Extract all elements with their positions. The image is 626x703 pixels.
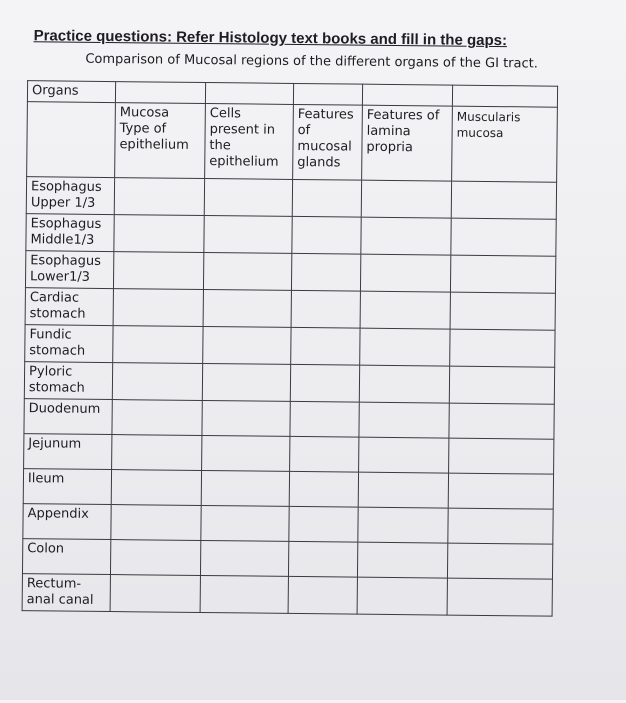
table-row	[24, 362, 554, 405]
answer-cell[interactable]	[449, 438, 554, 474]
answer-cell[interactable]	[292, 179, 361, 217]
table-row	[24, 399, 554, 440]
comparison-table	[22, 80, 559, 617]
answer-cell[interactable]	[110, 540, 200, 576]
answer-cell[interactable]	[203, 253, 291, 291]
answer-cell[interactable]	[357, 542, 447, 578]
organ-label: Fundic stomach	[25, 325, 113, 363]
answer-cell[interactable]	[201, 470, 289, 506]
answer-cell[interactable]	[359, 402, 449, 438]
table-row	[23, 504, 553, 545]
table-row	[25, 251, 555, 294]
organ-label: Esophagus Lower1/3	[25, 251, 113, 289]
organ-label: Duodenum	[24, 399, 112, 435]
answer-cell[interactable]	[200, 575, 288, 613]
answer-cell[interactable]	[201, 505, 289, 541]
worksheet-subtitle: Comparison of Mucosal regions of the different organs of the GI tract.	[85, 51, 538, 72]
organ-label: Esophagus Upper 1/3	[26, 177, 114, 215]
organ-label: Jejunum	[24, 434, 112, 470]
header-mucosa-epithelium: Mucosa Type of epithelium	[115, 103, 206, 179]
answer-cell[interactable]	[447, 543, 552, 579]
header-organ-blank	[27, 102, 116, 178]
answer-cell[interactable]	[450, 292, 555, 330]
answer-cell[interactable]	[290, 364, 359, 402]
answer-cell[interactable]	[114, 215, 204, 253]
table-row	[26, 177, 556, 220]
organ-label: Ileum	[23, 469, 111, 505]
header-cells-present: Cells present in the epithelium	[205, 104, 294, 180]
answer-cell[interactable]	[113, 289, 203, 327]
answer-cell[interactable]	[112, 435, 202, 471]
header-mucosal-glands: Features of mucosal glands	[293, 104, 363, 180]
answer-cell[interactable]	[450, 255, 555, 293]
header-lamina-propria: Features of lamina propria	[362, 105, 453, 181]
answer-cell[interactable]	[113, 252, 203, 290]
answer-cell[interactable]	[358, 507, 448, 543]
answer-cell[interactable]	[448, 508, 553, 544]
answer-cell[interactable]	[110, 575, 200, 613]
table-row	[23, 469, 553, 510]
table-row	[24, 434, 554, 475]
answer-cell[interactable]	[114, 178, 204, 216]
table-row	[22, 539, 552, 580]
table-row	[25, 325, 555, 368]
answer-cell[interactable]	[359, 365, 449, 403]
worksheet-title: Practice questions: Refer Histology text books and fill in the gaps:	[33, 27, 508, 50]
answer-cell[interactable]	[451, 218, 556, 256]
answer-cell[interactable]	[290, 401, 359, 437]
answer-cell[interactable]	[360, 291, 450, 329]
answer-cell[interactable]	[447, 578, 552, 616]
table-row	[26, 214, 556, 257]
answer-cell[interactable]	[111, 470, 201, 506]
answer-cell[interactable]	[361, 180, 451, 218]
answer-cell[interactable]	[112, 400, 202, 436]
answer-cell[interactable]	[291, 327, 360, 365]
table-row	[25, 288, 555, 331]
answer-cell[interactable]	[202, 364, 290, 402]
answer-cell[interactable]	[450, 329, 555, 367]
answer-cell[interactable]	[202, 400, 290, 436]
answer-cell[interactable]	[112, 363, 202, 401]
organs-corner-label: Organs	[27, 81, 115, 103]
answer-cell[interactable]	[292, 216, 361, 254]
answer-cell[interactable]	[111, 505, 201, 541]
answer-cell[interactable]	[449, 403, 554, 439]
table-row	[22, 574, 552, 617]
organ-label: Cardiac stomach	[25, 288, 113, 326]
answer-cell[interactable]	[202, 435, 290, 471]
answer-cell[interactable]	[288, 541, 357, 577]
answer-cell[interactable]	[451, 181, 556, 219]
answer-cell[interactable]	[288, 576, 357, 614]
answer-cell[interactable]	[291, 290, 360, 328]
answer-cell[interactable]	[448, 473, 553, 509]
organ-label: Esophagus Middle1/3	[26, 214, 114, 252]
answer-cell[interactable]	[113, 326, 203, 364]
answer-cell[interactable]	[360, 328, 450, 366]
organ-label: Colon	[22, 539, 110, 575]
answer-cell[interactable]	[359, 437, 449, 473]
organ-label: Pyloric stomach	[24, 362, 112, 400]
organ-label: Rectum- anal canal	[22, 574, 110, 612]
answer-cell[interactable]	[357, 577, 447, 615]
answer-cell[interactable]	[449, 366, 554, 404]
answer-cell[interactable]	[291, 253, 360, 291]
answer-cell[interactable]	[360, 254, 450, 292]
answer-cell[interactable]	[204, 216, 292, 254]
answer-cell[interactable]	[289, 506, 358, 542]
organ-label: Appendix	[23, 504, 111, 540]
answer-cell[interactable]	[358, 472, 448, 508]
header-muscularis-mucosa: Muscularis mucosa	[452, 106, 558, 182]
answer-cell[interactable]	[203, 290, 291, 328]
answer-cell[interactable]	[203, 327, 291, 365]
answer-cell[interactable]	[290, 436, 359, 472]
answer-cell[interactable]	[204, 179, 292, 217]
answer-cell[interactable]	[289, 471, 358, 507]
answer-cell[interactable]	[200, 540, 288, 576]
answer-cell[interactable]	[361, 217, 451, 255]
